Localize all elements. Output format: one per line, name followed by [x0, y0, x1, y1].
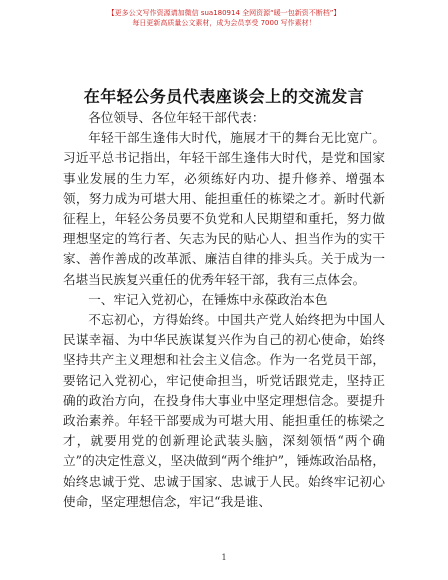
promo-banner-line-2: 每日更新高质量公文素材，成为会员享受 7000 写作素材！: [132, 19, 316, 27]
paragraph: 年轻干部生逢伟大时代，施展才干的舞台无比宽广。习近平总书记指出，年轻干部生逢伟大时代，是党和国家事业发展的生力军，必须练好内功、提升修养、增强本领，努力成为可堪大用、能担重任的栋梁之才。新时代新征程上，年轻公务员要不负党和人民期望和重托，努力做理想坚定的笃行者、矢志为民的贴心人、担当作为的实干家、善作善成的改革派、廉洁自律的排头兵。关于成为一名堪当民族复兴重任的优秀年轻干部，我有三点体会。: [63, 130, 385, 287]
page-number: 1: [221, 553, 227, 562]
salutation: 各位领导、各位年轻干部代表：: [88, 110, 265, 125]
paragraph: 不忘初心，方得始终。中国共产党人始终把为中国人民谋幸福、为中华民族谋复兴作为自己的初心使命，始终坚持共产主义理想和社会主义信念。作为一名党员干部，要铭记入党初心，牢记使命担当，听党话跟党走，坚持正确的政治方向，在投身伟大事业中坚定理想信念。要提升政治素养。年轻干部要成为可堪大用、能担重任的栋梁之才，就要用党的创新理论武装头脑，深刻领悟“两个确立”的决定性意义，坚决做到“两个维护”，锤炼政治品格，始终忠诚于党、忠诚于国家、忠诚于人民。始终牢记初心使命，坚定理想信念，牢记“我是谁、: [63, 312, 385, 509]
section-heading: 一、牢记入党初心，在锤炼中永葆政治本色: [88, 291, 328, 307]
document-body: [63, 108, 385, 512]
promo-banner-line-1: 【更多公文写作资源请加微信 sua180914 全网资源“暖一包新资不断档”】: [107, 9, 341, 17]
document-title: 在年轻公务员代表座谈会上的交流发言: [83, 87, 365, 106]
